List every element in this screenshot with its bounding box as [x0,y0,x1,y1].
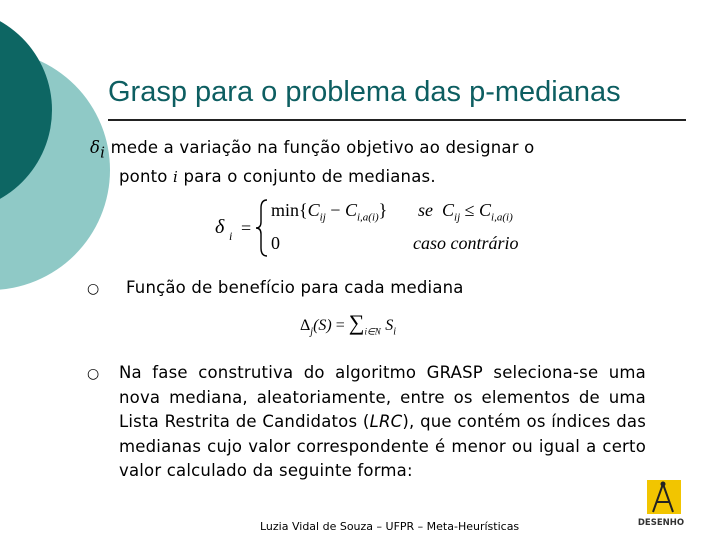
delta-definition [90,136,646,189]
left-brace-icon [255,198,269,258]
minus-sign: − [325,200,345,220]
formula-case1 [271,200,387,224]
formula-lhs: δ [215,216,225,238]
c-iai: C [344,200,357,220]
sum-term-sub: i [393,326,397,338]
definition-line1: mede a variação na função objetivo ao designar o [105,138,535,157]
footer-text: Luzia Vidal de Souza – UFPR – Meta-Heurísticas [260,520,520,533]
sum-term: S [385,317,394,334]
point-i: i [173,167,179,186]
c-ij-sub: ij [319,211,326,224]
desenho-logo [633,476,689,536]
cond-c-ij-sub: ij [454,211,461,224]
formula-case2-value: 0 [271,233,280,253]
min-open: min{ [271,200,308,220]
c-ij: C [307,200,320,220]
se-word: se [418,200,433,220]
formula-lhs-sub: i [229,229,233,243]
formula-eq: = [241,218,252,238]
bullet-icon: ○ [87,366,100,382]
cond-c-iai-sub: i,a(i) [491,211,513,224]
grasp-construction-text [119,361,646,484]
bullet-icon: ○ [87,281,100,297]
cond-c-ij: C [442,200,455,220]
benefit-lhs: Δ [300,317,311,334]
slide-title: Grasp para o problema das p-medianas [108,76,621,108]
benefit-lhs-sub: j [310,326,314,338]
min-close: } [378,200,388,220]
definition-line2-b: para o conjunto de medianas. [178,166,436,186]
grasp-text-a: Na fase construtiva do algoritmo GRASP seleciona-se uma nova mediana, aleatoriamente, entre os elementos de uma Lista Restrita de Candidatos ( [119,363,646,431]
delta-subscript: i [100,143,106,162]
benefit-function-text: Função de benefício para cada mediana [126,278,464,297]
benefit-arg: (S) [313,317,332,334]
leq-sign: ≤ [460,200,480,220]
c-iai-sub: i,a(i) [356,211,379,224]
lrc-abbrev: LRC [369,412,403,431]
compass-logo-icon [633,476,689,520]
delta-formula [215,198,545,258]
logo-text: DESENHO [637,518,685,528]
cond-c-iai: C [479,200,492,220]
title-underline [108,119,686,121]
delta-symbol: δ [90,138,101,157]
grasp-text-b: ), que contém os índices das medianas cujo valor correspondente é menor ou igual a certo valor calculado da seguinte forma: [119,412,647,480]
benefit-eq: = [331,317,349,334]
benefit-formula [300,310,430,338]
formula-case1-condition [418,200,513,224]
sum-icon: ∑ [348,310,365,335]
sum-sub: i∈N [364,326,381,337]
definition-line2-a: ponto [119,166,174,186]
formula-case2-condition: caso contrário [413,233,519,253]
